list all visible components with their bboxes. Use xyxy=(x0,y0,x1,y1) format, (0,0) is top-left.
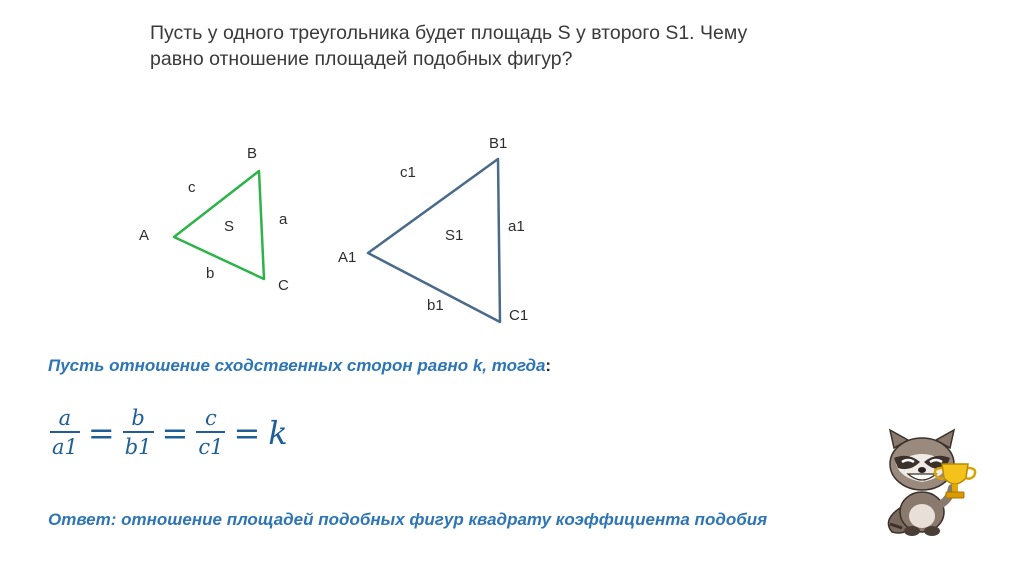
side-b-label: b xyxy=(206,265,215,282)
answer-text: Ответ: отношение площадей подобных фигур квадрату коэффициента подобия xyxy=(48,510,768,529)
fraction-a-denominator: a1 xyxy=(52,435,78,459)
side-a1-label: a1 xyxy=(508,218,525,235)
intro-colon: : xyxy=(545,356,552,375)
side-a-label: a xyxy=(279,211,288,228)
fraction-c-denominator: c1 xyxy=(198,435,224,459)
raccoon-trophy-mascot-icon xyxy=(880,428,980,538)
fraction-a xyxy=(50,405,80,461)
intro-text: Пусть отношение сходственных сторон равно k, тогда xyxy=(48,356,546,375)
side-b1-label: b1 xyxy=(427,297,444,314)
vertex-a1-label: A1 xyxy=(338,249,357,266)
fraction-b xyxy=(123,405,154,461)
area-s-label: S xyxy=(224,218,235,235)
fraction-b-denominator: b1 xyxy=(124,435,152,459)
intro-statement xyxy=(48,356,551,376)
coefficient-k: k xyxy=(268,414,288,452)
side-c-label: c xyxy=(188,179,196,196)
fraction-a-numerator: a xyxy=(58,406,72,430)
vertex-c1-label: C1 xyxy=(509,307,529,324)
equals-sign: = xyxy=(233,414,261,452)
vertex-b-label: B xyxy=(247,145,258,162)
equals-sign: = xyxy=(87,414,115,452)
equals-sign: = xyxy=(161,414,189,452)
fraction-c-numerator: c xyxy=(205,406,217,430)
question-line-1: Пусть у одного треугольника будет площадь S у второго S1. Чему xyxy=(150,22,748,44)
vertex-c-label: C xyxy=(278,277,289,294)
fraction-c xyxy=(196,405,225,461)
area-s1-label: S1 xyxy=(445,227,464,244)
vertex-a-label: A xyxy=(139,227,150,244)
side-c1-label: c1 xyxy=(400,164,416,181)
question-line-2: равно отношение площадей подобных фигур? xyxy=(150,48,573,70)
vertex-b1-label: B1 xyxy=(489,135,508,152)
fraction-b-numerator: b xyxy=(131,406,145,430)
ratio-formula xyxy=(46,398,288,468)
